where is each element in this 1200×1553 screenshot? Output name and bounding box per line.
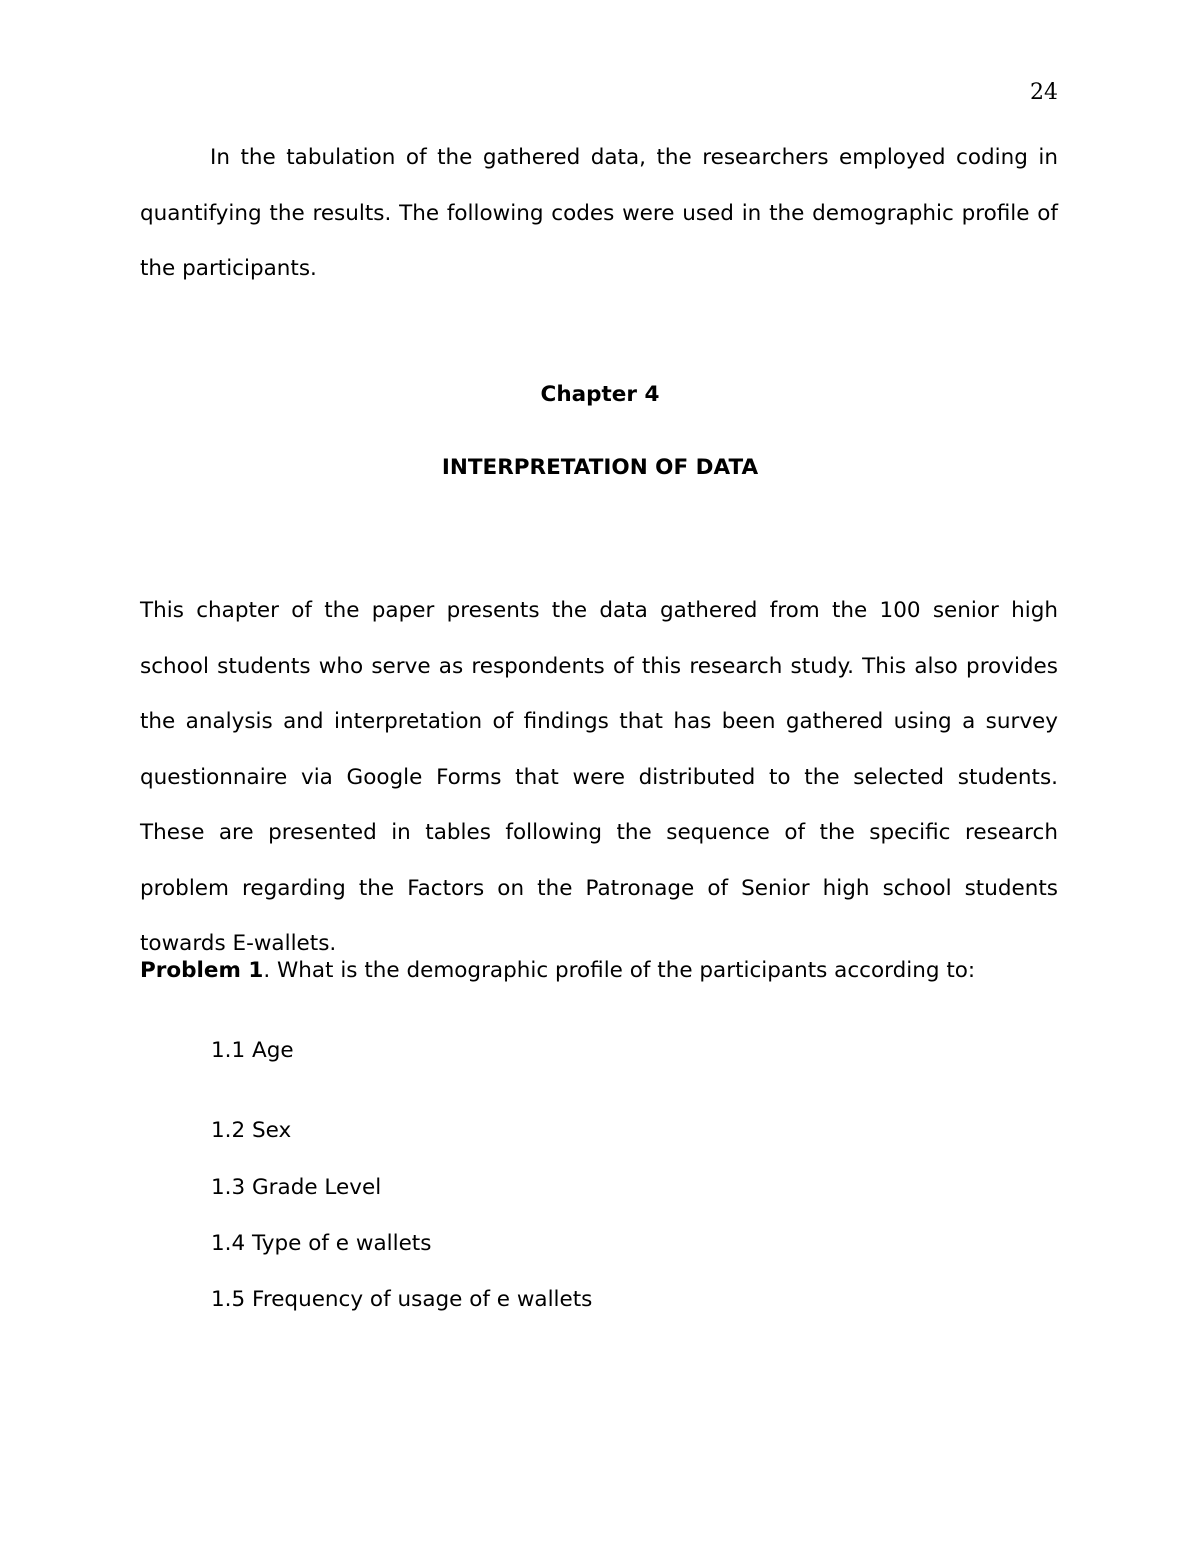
list-item: 1.5 Frequency of usage of e wallets	[211, 1287, 593, 1312]
chapter-subtitle: INTERPRETATION OF DATA	[441, 455, 759, 480]
chapter-paragraph: This chapter of the paper presents the data gathered from the 100 senior high school students who serve as respondents of this research study. This also provides the analysis and interpretation of findings that has been gathered using a survey questionnaire via Google Forms that were distributed to the selected students. These are presented in tables following the sequence of the specific research problem regarding the Factors on the Patronage of Senior high school students towards E-wallets.	[140, 598, 1058, 956]
intro-paragraph: In the tabulation of the gathered data, the researchers employed coding in quantifying the results. The following codes were used in the demographic profile of the participants.	[140, 145, 1058, 281]
list-item: 1.2 Sex	[211, 1118, 292, 1143]
list-item: 1.1 Age	[211, 1038, 294, 1063]
list-item: 1.4 Type of e wallets	[211, 1231, 432, 1256]
page-number: 24	[1030, 80, 1058, 105]
problem-statement	[140, 956, 975, 986]
problem-label: Problem 1	[140, 958, 264, 983]
chapter-title: Chapter 4	[540, 382, 660, 407]
list-item: 1.3 Grade Level	[211, 1175, 382, 1200]
problem-text: . What is the demographic profile of the participants according to:	[263, 958, 976, 983]
